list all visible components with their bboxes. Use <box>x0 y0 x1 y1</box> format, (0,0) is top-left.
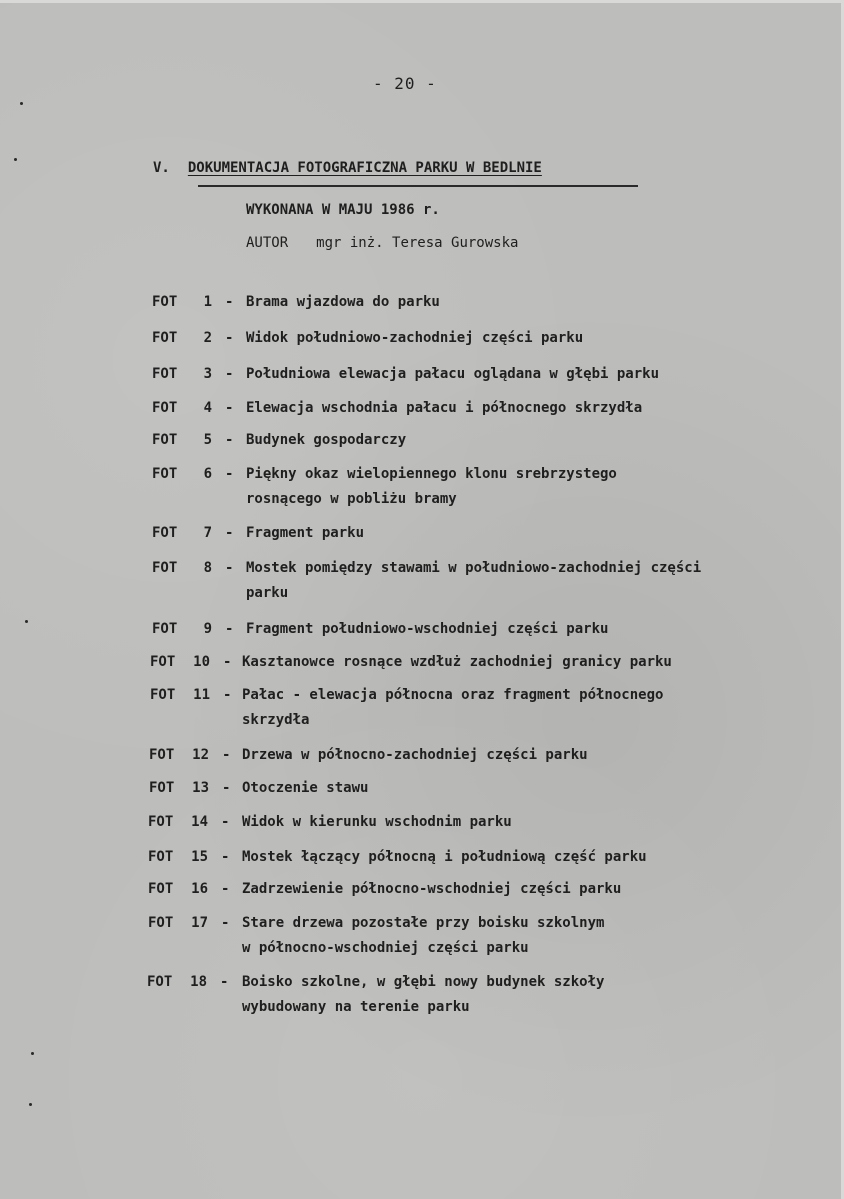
photo-dash: - <box>221 814 230 830</box>
photo-number: 7 <box>203 525 212 541</box>
photo-dash: - <box>221 915 230 931</box>
photo-dash: - <box>225 366 234 382</box>
photo-prefix: FOT <box>152 621 178 637</box>
photo-dash: - <box>225 432 234 448</box>
photo-description: Brama wjazdowa do parku <box>246 294 440 310</box>
photo-dash: - <box>225 294 234 310</box>
page-number: - 20 - <box>373 74 437 93</box>
photo-description: Drzewa w północno-zachodniej części parku <box>242 747 588 763</box>
photo-prefix: FOT <box>150 654 176 670</box>
photo-prefix: FOT <box>152 400 178 416</box>
photo-dash: - <box>225 560 234 576</box>
photo-description: Kasztanowce rosnące wzdłuż zachodniej granicy parku <box>242 654 672 670</box>
photo-prefix: FOT <box>148 814 174 830</box>
photo-prefix: FOT <box>148 849 174 865</box>
photo-number: 15 <box>191 849 208 865</box>
photo-description: Piękny okaz wielopiennego klonu srebrzystego rosnącego w pobliżu bramy <box>246 466 617 507</box>
photo-number: 8 <box>203 560 212 576</box>
photo-dash: - <box>225 525 234 541</box>
photo-number: 16 <box>191 881 208 897</box>
photo-dash: - <box>223 654 232 670</box>
photo-description: Widok w kierunku wschodnim parku <box>242 814 512 830</box>
photo-description: Fragment południowo-wschodniej części parku <box>246 621 609 637</box>
photo-dash: - <box>225 621 234 637</box>
photo-dash: - <box>225 330 234 346</box>
section-number: V. <box>153 160 170 176</box>
photo-description: Południowa elewacja pałacu oglądana w głębi parku <box>246 366 660 382</box>
photo-description: Zadrzewienie północno-wschodniej części parku <box>242 881 622 897</box>
photo-dash: - <box>225 400 234 416</box>
photo-dash: - <box>225 466 234 482</box>
photo-number: 10 <box>193 654 210 670</box>
photo-number: 2 <box>203 330 212 346</box>
photo-prefix: FOT <box>152 294 178 310</box>
author-label: AUTOR <box>246 235 289 251</box>
photo-number: 9 <box>203 621 212 637</box>
photo-prefix: FOT <box>152 432 178 448</box>
photo-number: 6 <box>203 466 212 482</box>
photo-description: Mostek pomiędzy stawami w południowo-zachodniej części parku <box>246 560 702 601</box>
photo-prefix: FOT <box>149 747 175 763</box>
section-title: DOKUMENTACJA FOTOGRAFICZNA PARKU W BEDLNIE <box>187 160 542 176</box>
photo-description: Otoczenie stawu <box>242 780 369 796</box>
photo-prefix: FOT <box>152 466 178 482</box>
photo-dash: - <box>223 687 232 703</box>
photo-number: 1 <box>203 294 212 310</box>
photo-prefix: FOT <box>150 687 176 703</box>
photo-description: Elewacja wschodnia pałacu i północnego skrzydła <box>246 400 643 416</box>
photo-prefix: FOT <box>152 366 178 382</box>
photo-number: 11 <box>193 687 210 703</box>
photo-description: Mostek łączący północną i południową część parku <box>242 849 647 865</box>
photo-prefix: FOT <box>148 915 174 931</box>
author-name: mgr inż. Teresa Gurowska <box>316 235 519 251</box>
made-date-line: WYKONANA W MAJU 1986 r. <box>246 202 440 218</box>
photo-prefix: FOT <box>147 974 173 990</box>
photo-description: Fragment parku <box>246 525 365 541</box>
photo-prefix: FOT <box>152 525 178 541</box>
photo-number: 12 <box>192 747 209 763</box>
photo-number: 14 <box>191 814 208 830</box>
photo-number: 17 <box>191 915 208 931</box>
photo-dash: - <box>222 780 231 796</box>
photo-description: Budynek gospodarczy <box>246 432 407 448</box>
photo-dash: - <box>221 849 230 865</box>
photo-description: Widok południowo-zachodniej części parku <box>246 330 584 346</box>
photo-prefix: FOT <box>148 881 174 897</box>
photo-number: 13 <box>192 780 209 796</box>
photo-prefix: FOT <box>152 560 178 576</box>
photo-description: Pałac - elewacja północna oraz fragment północnego skrzydła <box>242 687 664 728</box>
photo-description: Stare drzewa pozostałe przy boisku szkolnym w północno-wschodniej części parku <box>242 915 605 956</box>
photo-number: 18 <box>190 974 207 990</box>
photo-dash: - <box>220 974 229 990</box>
photo-number: 4 <box>203 400 212 416</box>
photo-dash: - <box>222 747 231 763</box>
photo-number: 5 <box>203 432 212 448</box>
photo-prefix: FOT <box>149 780 175 796</box>
photo-prefix: FOT <box>152 330 178 346</box>
photo-description: Boisko szkolne, w głębi nowy budynek szkoły wybudowany na terenie parku <box>242 974 605 1015</box>
photo-dash: - <box>221 881 230 897</box>
photo-number: 3 <box>203 366 212 382</box>
